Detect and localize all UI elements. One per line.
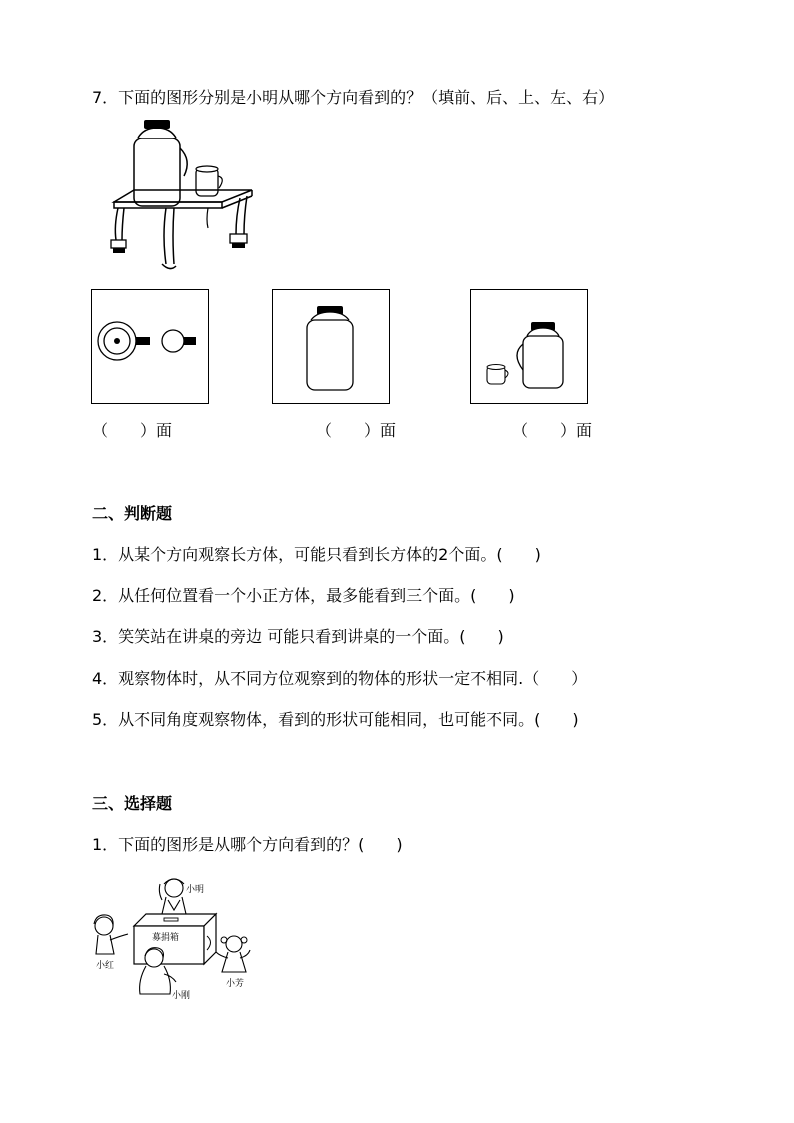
view-caption-1: （ ）面 (92, 421, 173, 440)
view-box-side (470, 289, 588, 404)
view-box-top (91, 289, 209, 404)
label-xiaoming: 小明 (186, 885, 205, 895)
label-xiaogang: 小刚 (172, 991, 191, 1001)
judge-item-2: 2．从任何位置看一个小正方体，最多能看到三个面。( ) (92, 586, 515, 605)
table-thermos-illustration (104, 116, 264, 274)
label-donation-box: 募捐箱 (152, 933, 180, 943)
judge-item-4: 4．观察物体时，从不同方位观察到的物体的形状一定不相同.（ ） (92, 669, 588, 688)
section-choice-title: 三、选择题 (92, 794, 173, 813)
view-caption-3: （ ）面 (512, 421, 593, 440)
judge-item-5: 5．从不同角度观察物体，看到的形状可能相同，也可能不同。( ) (92, 710, 579, 729)
label-xiaofang: 小芳 (226, 979, 245, 989)
label-xiaohong: 小红 (96, 961, 115, 971)
view-box-front (272, 289, 390, 404)
section-true-false-title: 二、判断题 (92, 504, 173, 523)
choice-item-1: 1．下面的图形是从哪个方向看到的？( ) (92, 835, 403, 854)
judge-item-3: 3．笑笑站在讲桌的旁边 可能只看到讲桌的一个面。( ) (92, 627, 504, 646)
donation-box-illustration (88, 870, 258, 1006)
view-caption-2: （ ）面 (316, 421, 397, 440)
judge-item-1: 1．从某个方向观察长方体，可能只看到长方体的2个面。( ) (92, 545, 541, 564)
q7-prompt: 7．下面的图形分别是小明从哪个方向看到的？（填前、后、上、左、右） (92, 88, 615, 107)
